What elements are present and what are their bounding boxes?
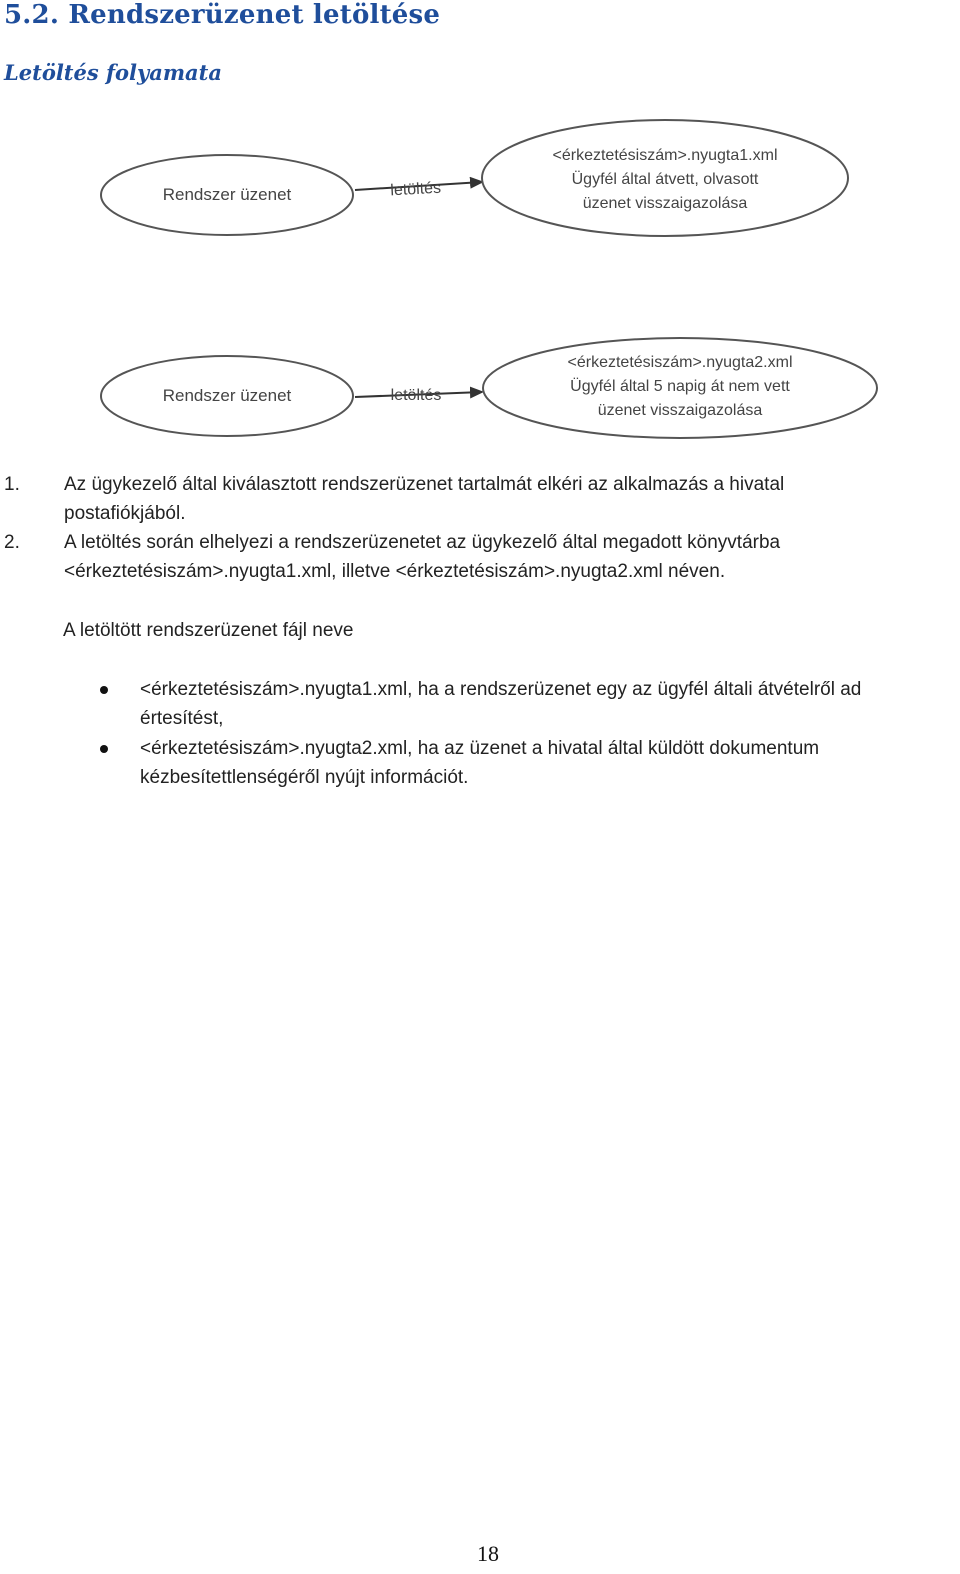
bullet-item-2-line-2: kézbesítettlenségéről nyújt információt. bbox=[140, 767, 469, 788]
bullet-item-1-line-1: <érkeztetésiszám>.nyugta1.xml, ha a rendszerüzenet egy az ügyfél általi átvételről ad bbox=[140, 679, 862, 700]
filename-intro: A letöltött rendszerüzenet fájl neve bbox=[63, 620, 354, 641]
source-node-2-label: Rendszer üzenet bbox=[162, 386, 292, 405]
step-1-text bbox=[64, 470, 954, 528]
section-heading: 5.2. Rendszerüzenet letöltése bbox=[4, 0, 441, 30]
bullet-item-2-text bbox=[140, 734, 960, 792]
bullet-dot-icon bbox=[100, 745, 108, 753]
diagram-row-1 bbox=[101, 120, 848, 236]
source-node-1-label: Rendszer üzenet bbox=[162, 185, 292, 204]
page-number: 18 bbox=[477, 1541, 499, 1566]
target-node-1-line-1: <érkeztetésiszám>.nyugta1.xml bbox=[552, 147, 778, 164]
target-node-1-line-2: Ügyfél által átvett, olvasott bbox=[571, 171, 759, 188]
diagram-row-2 bbox=[101, 338, 877, 438]
step-2-number: 2. bbox=[4, 532, 20, 553]
target-node-2-line-1: <érkeztetésiszám>.nyugta2.xml bbox=[567, 354, 793, 371]
step-2-text bbox=[64, 528, 954, 586]
step-2-line-1: A letöltés során elhelyezi a rendszerüzenetet az ügykezelő által megadott könyvtárba bbox=[64, 532, 781, 553]
step-1-line-1: Az ügykezelő által kiválasztott rendszerüzenet tartalmát elkéri az alkalmazás a hivatal bbox=[64, 474, 785, 495]
target-node-1-line-3: üzenet visszaigazolása bbox=[582, 195, 748, 212]
section-subheading: Letöltés folyamata bbox=[4, 60, 222, 85]
target-node-2-line-2: Ügyfél által 5 napig át nem vett bbox=[570, 378, 790, 395]
step-1-number: 1. bbox=[4, 474, 20, 495]
target-node-2-line-3: üzenet visszaigazolása bbox=[597, 402, 763, 419]
edge-1-label: letöltés bbox=[390, 179, 442, 200]
bullet-item-2-line-1: <érkeztetésiszám>.nyugta2.xml, ha az üzenet a hivatal által küldött dokumentum bbox=[140, 738, 820, 759]
step-1-line-2: postafiókjából. bbox=[64, 503, 186, 524]
download-process-diagram bbox=[0, 0, 960, 450]
bullet-item-1-text bbox=[140, 675, 960, 733]
bullet-dot-icon bbox=[100, 686, 108, 694]
bullet-item-1-line-2: értesítést, bbox=[140, 708, 224, 729]
edge-2-label: letöltés bbox=[390, 387, 442, 404]
step-2-line-2: <érkeztetésiszám>.nyugta1.xml, illetve <érkeztetésiszám>.nyugta2.xml néven. bbox=[64, 561, 726, 582]
